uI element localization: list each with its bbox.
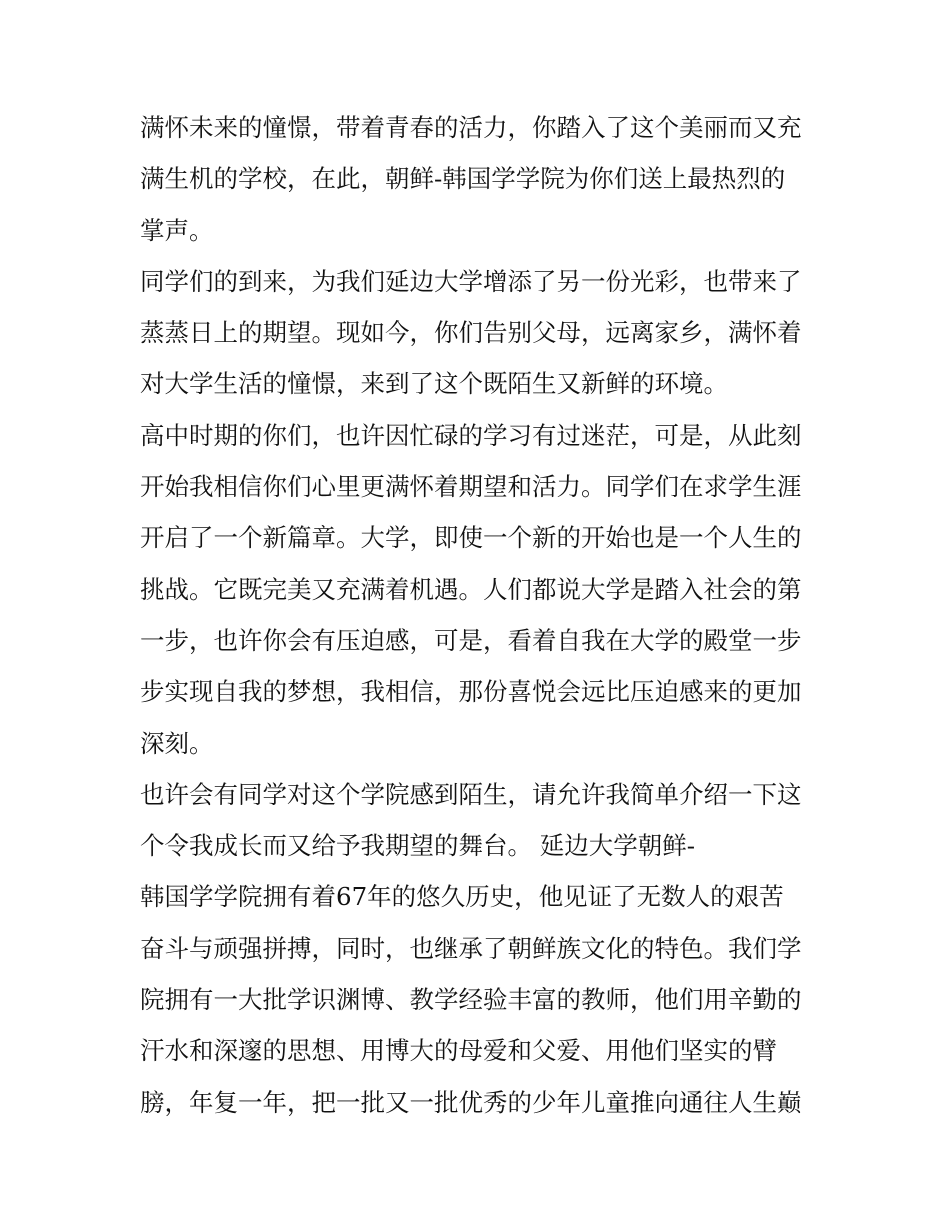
- text-line: 满生机的学校，在此，朝鲜-韩国学学院为你们送上最热烈的: [140, 164, 786, 194]
- text-line: 高中时期的你们，也许因忙碌的学习有过迷茫，可是，从此刻: [140, 420, 802, 450]
- text-line: 对大学生活的憧憬，来到了这个既陌生又新鲜的环境。: [140, 369, 728, 399]
- text-line: 奋斗与顽强拼搏，同时，也继承了朝鲜族文化的特色。我们学: [140, 933, 802, 963]
- text-line: 掌声。: [140, 215, 214, 245]
- text-line: 蒸蒸日上的期望。现如今，你们告别父母，远离家乡，满怀着: [140, 318, 802, 348]
- text-line: 一步，也许你会有压迫感，可是，看着自我在大学的殿堂一步: [140, 625, 802, 655]
- text-line: 汗水和深邃的思想、用博大的母爱和父爱、用他们坚实的臂: [140, 1036, 777, 1066]
- text-line: 挑战。它既完美又充满着机遇。人们都说大学是踏入社会的第: [140, 574, 802, 604]
- text-line: 开启了一个新篇章。大学，即使一个新的开始也是一个人生的: [140, 523, 802, 553]
- text-line: 同学们的到来，为我们延边大学增添了另一份光彩，也带来了: [140, 266, 802, 296]
- text-line: 韩国学学院拥有着67年的悠久历史，他见证了无数人的艰苦: [140, 882, 784, 912]
- text-line: 也许会有同学对这个学院感到陌生，请允许我简单介绍一下这: [140, 779, 802, 809]
- text-line: 步实现自我的梦想，我相信，那份喜悦会远比压迫感来的更加: [140, 677, 802, 707]
- text-line: 院拥有一大批学识渊博、教学经验丰富的教师，他们用辛勤的: [140, 985, 802, 1015]
- text-line: 满怀未来的憧憬，带着青春的活力，你踏入了这个美丽而又充: [140, 113, 802, 142]
- text-line: 膀，年复一年，把一批又一批优秀的少年儿童推向通往人生巅: [140, 1087, 802, 1117]
- document-body: [140, 102, 830, 1128]
- text-line: 深刻。: [140, 728, 214, 758]
- text-line: 个令我成长而又给予我期望的舞台。 延边大学朝鲜-: [140, 831, 696, 861]
- text-line: 开始我相信你们心里更满怀着期望和活力。同学们在求学生涯: [140, 472, 802, 502]
